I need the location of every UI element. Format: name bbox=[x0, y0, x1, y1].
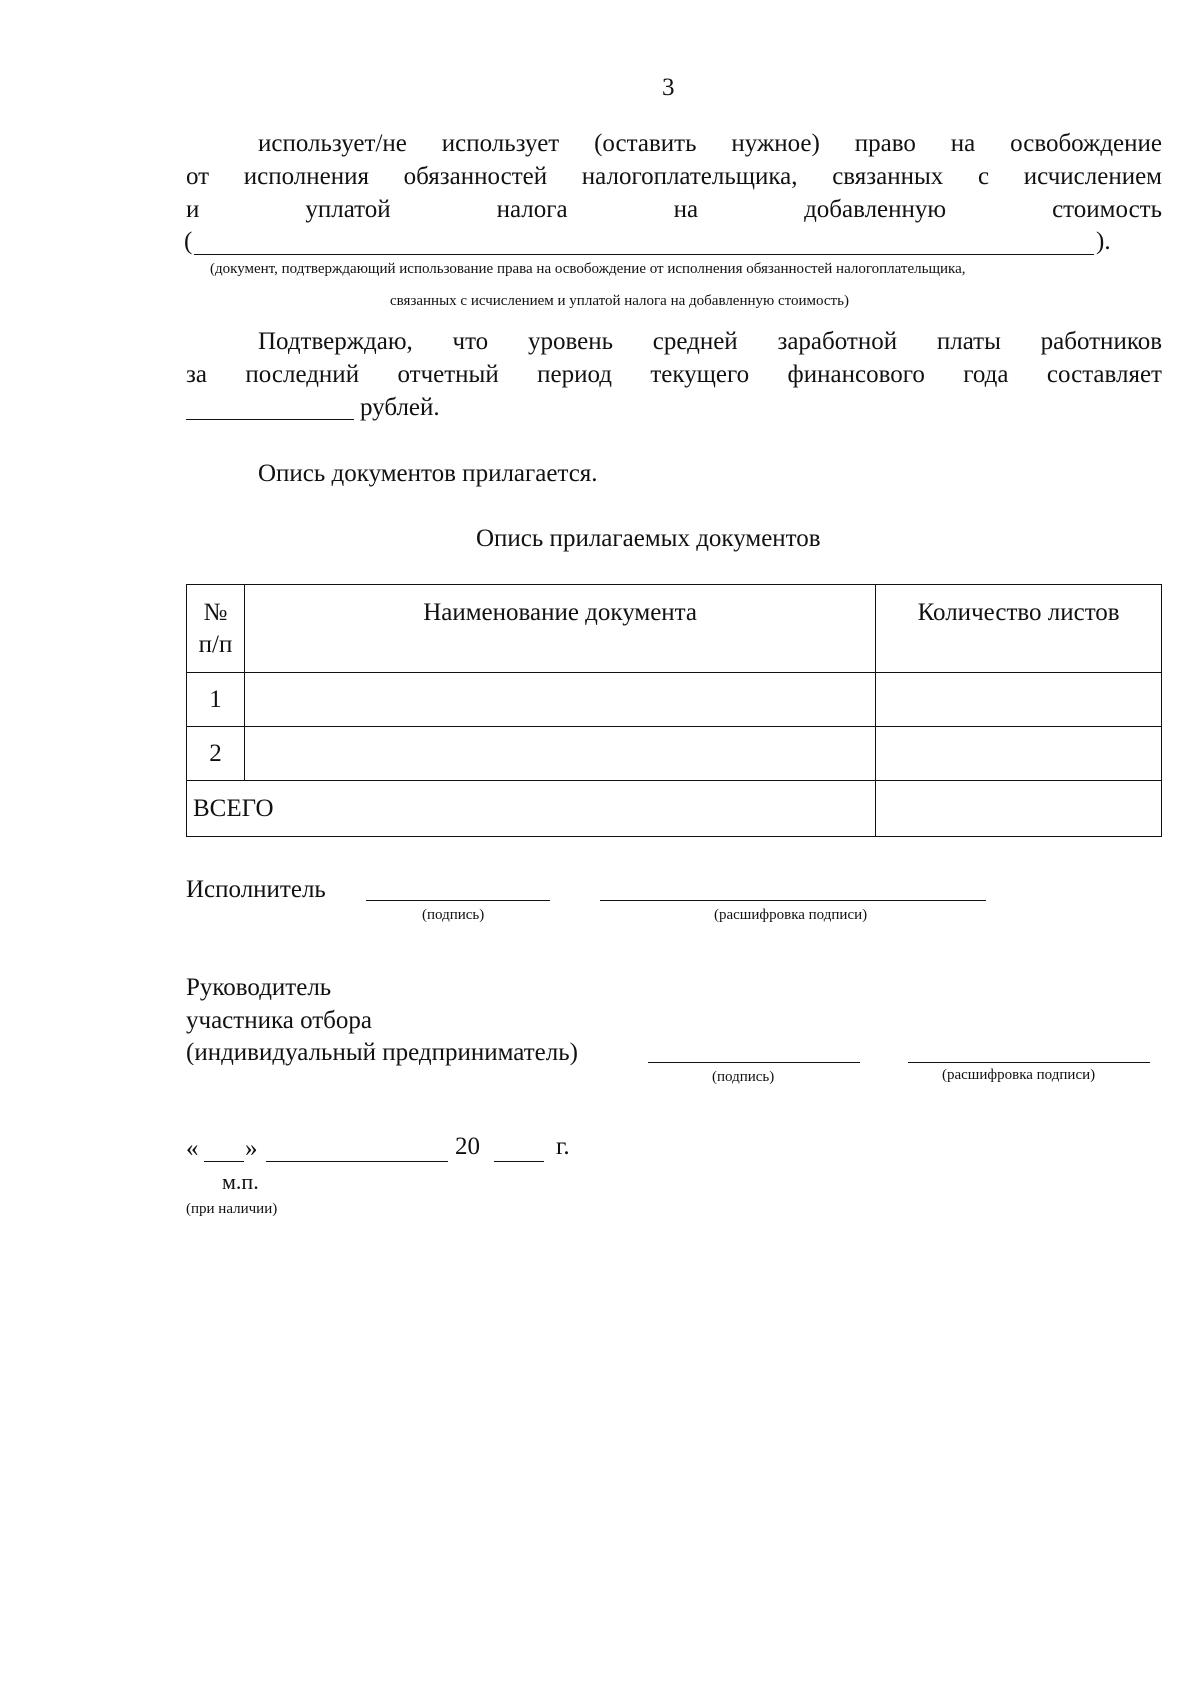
head-line3: (индивидуальный предприниматель) bbox=[186, 1039, 578, 1066]
page-number: 3 bbox=[662, 74, 675, 101]
para1-line1: использует/не использует (оставить нужное) право на освобождение bbox=[258, 130, 1162, 157]
row-num: 1 bbox=[187, 673, 245, 727]
row-sheets[interactable] bbox=[876, 727, 1162, 781]
executor-decode-line[interactable] bbox=[600, 900, 986, 901]
para2-line3: рублей. bbox=[360, 394, 440, 421]
header-sheets: Количество листов bbox=[876, 585, 1162, 673]
attachments-note: Опись документов прилагается. bbox=[258, 460, 598, 487]
date-month-line[interactable] bbox=[266, 1161, 448, 1162]
date-day-line[interactable] bbox=[204, 1161, 244, 1162]
documents-table bbox=[186, 584, 1162, 837]
table-total-row bbox=[187, 781, 1162, 837]
para1-word: уплатой bbox=[305, 196, 391, 223]
head-line2: участника отбора bbox=[186, 1007, 372, 1034]
para1-word: налога bbox=[496, 196, 568, 223]
para1-line3 bbox=[186, 194, 1162, 226]
executor-label: Исполнитель bbox=[186, 876, 326, 903]
table-header-row bbox=[187, 585, 1162, 673]
row-sheets[interactable] bbox=[876, 673, 1162, 727]
row-name[interactable] bbox=[244, 727, 875, 781]
table-row bbox=[187, 673, 1162, 727]
para1-word: стоимость bbox=[1052, 196, 1162, 223]
date-open-quote: « bbox=[186, 1135, 199, 1162]
para1-word: добавленную bbox=[804, 196, 947, 223]
date-year-suffix: г. bbox=[556, 1133, 570, 1160]
total-label: ВСЕГО bbox=[187, 781, 876, 837]
executor-signature-line[interactable] bbox=[366, 900, 550, 901]
table-title: Опись прилагаемых документов bbox=[476, 525, 821, 552]
table-row bbox=[187, 727, 1162, 781]
close-paren: ). bbox=[1096, 228, 1111, 255]
salary-amount-line bbox=[186, 419, 354, 420]
vat-note-line2: связанных с исчислением и уплатой налога на добавленную стоимость) bbox=[390, 293, 849, 309]
head-decode-line[interactable] bbox=[908, 1062, 1150, 1063]
date-year-line[interactable] bbox=[494, 1161, 544, 1162]
head-line1: Руководитель bbox=[186, 974, 332, 1001]
date-close-quote: » bbox=[245, 1135, 258, 1162]
open-paren: ( bbox=[184, 228, 193, 255]
para1-word: на bbox=[673, 196, 699, 223]
date-century: 20 bbox=[455, 1133, 480, 1160]
para1-word: и bbox=[186, 196, 200, 223]
header-num-text: № п/п bbox=[198, 599, 233, 658]
head-decode-caption: (расшифровка подписи) bbox=[942, 1067, 1096, 1083]
total-value[interactable] bbox=[876, 781, 1162, 837]
head-signature-line[interactable] bbox=[648, 1062, 860, 1063]
para1-line2: от исполнения обязанностей налогоплательщика, связанных с исчислением bbox=[186, 163, 1162, 190]
para2-line1: Подтверждаю, что уровень средней заработной платы работников bbox=[258, 328, 1162, 355]
stamp-label: м.п. bbox=[222, 1169, 259, 1194]
vat-document-line bbox=[194, 254, 1094, 255]
executor-decode-caption: (расшифровка подписи) bbox=[714, 907, 868, 923]
header-name: Наименование документа bbox=[244, 585, 875, 673]
vat-note-line1: (документ, подтверждающий использование права на освобождение от исполнения обязанностей налогоплательщика, bbox=[210, 261, 966, 277]
para2-line2: за последний отчетный период текущего финансового года составляет bbox=[186, 361, 1162, 388]
header-num bbox=[187, 585, 245, 673]
stamp-note: (при наличии) bbox=[186, 1201, 278, 1217]
executor-sig-caption: (подпись) bbox=[422, 907, 485, 923]
head-sig-caption: (подпись) bbox=[712, 1069, 775, 1085]
row-num: 2 bbox=[187, 727, 245, 781]
row-name[interactable] bbox=[244, 673, 875, 727]
